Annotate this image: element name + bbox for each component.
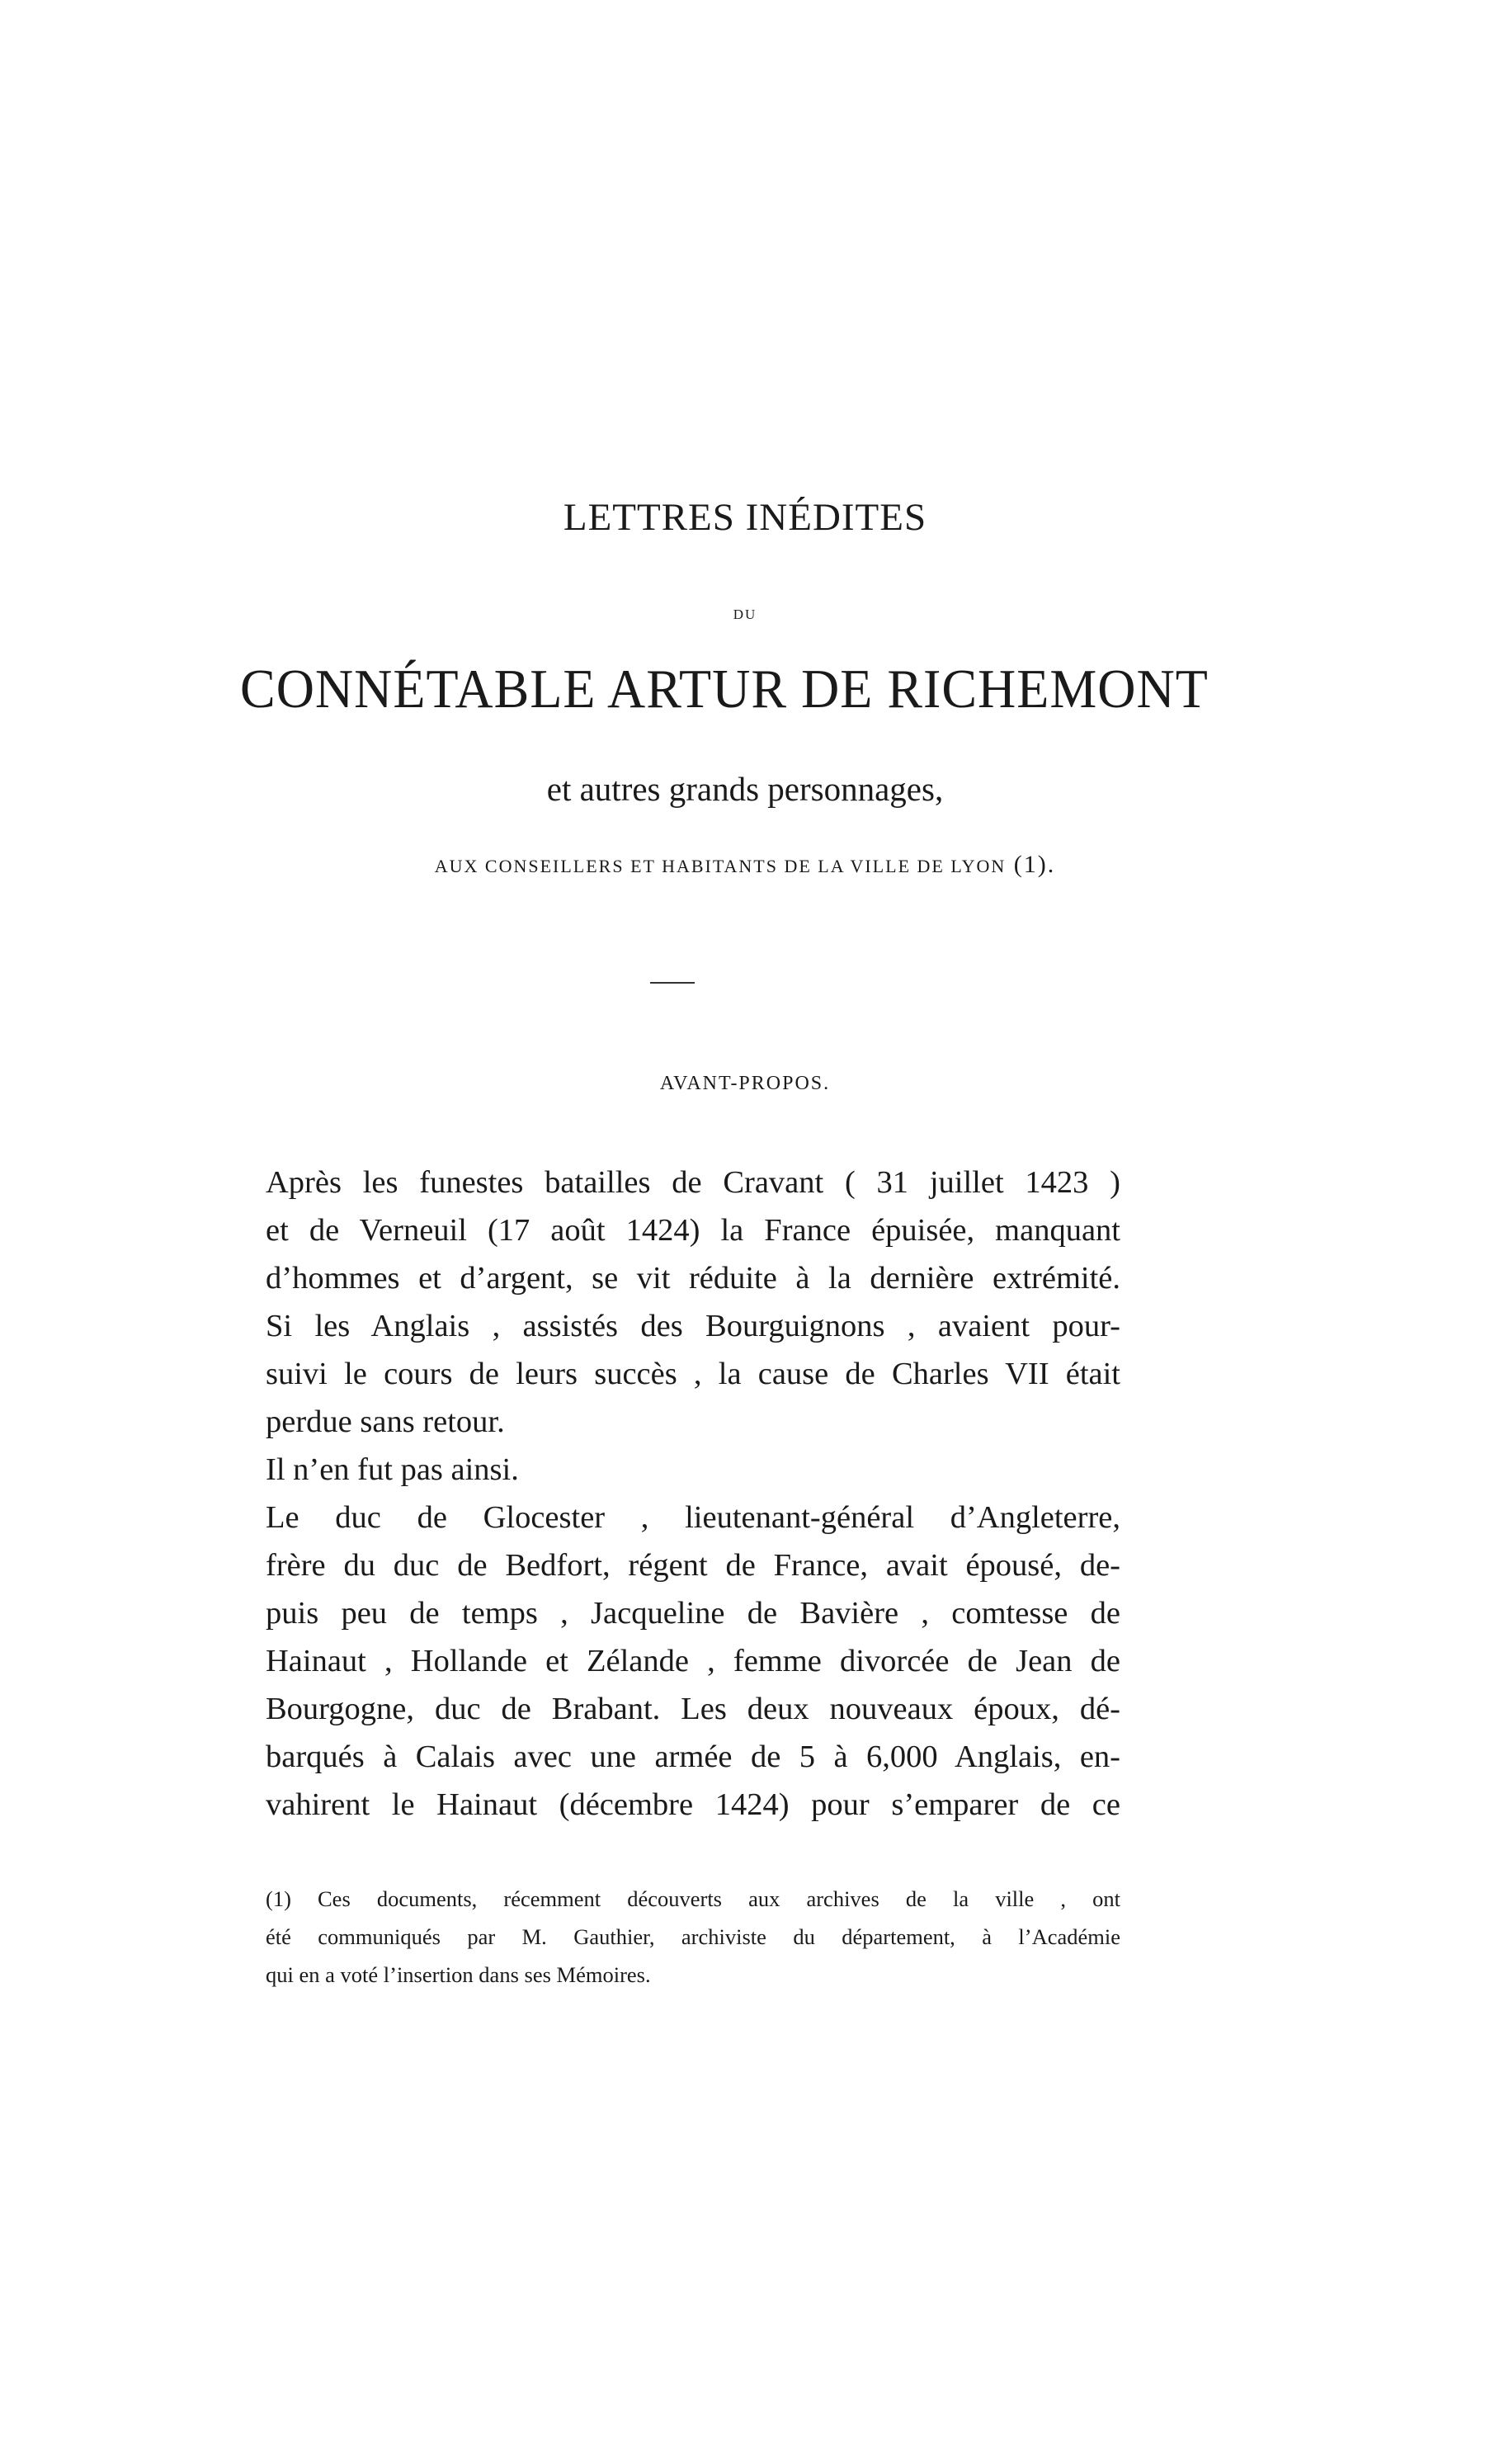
body-line: Après les funestes batailles de Cravant ( 31 juillet 1423 ) [266, 1165, 1120, 1200]
separator-rule [650, 982, 695, 984]
body-line: Si les Anglais , assistés des Bourguignons , avaient pour- [266, 1309, 1120, 1343]
body-line: Le duc de Glocester , lieutenant-général d’Angleterre, [266, 1500, 1120, 1535]
title-subtitle: et autres grands personnages, [546, 770, 944, 808]
body-line: Bourgogne, duc de Brabant. Les deux nouveaux époux, dé- [266, 1692, 1120, 1726]
title-addressees-text: AUX CONSEILLERS ET HABITANTS DE LA VILLE DE LYON [434, 856, 1007, 876]
footnote-line: été communiqués par M. Gauthier, archiviste du département, à l’Académie [266, 1924, 1120, 1949]
body-line: d’hommes et d’argent, se vit réduite à la dernière extrémité. [266, 1261, 1120, 1296]
footnote-line: (1) Ces documents, récemment découverts aux archives de la ville , ont [266, 1886, 1120, 1911]
footnote-line: qui en a voté l’insertion dans ses Mémoires. [266, 1962, 651, 1987]
title-lettres-inedites: LETTRES INÉDITES [563, 496, 927, 539]
body-line: frère du duc de Bedfort, régent de France, avait épousé, de- [266, 1548, 1120, 1583]
body-line: Il n’en fut pas ainsi. [266, 1452, 519, 1487]
section-heading: AVANT-PROPOS. [659, 1073, 831, 1094]
title-du: DU [733, 607, 757, 622]
footnote-marker: (1). [1013, 851, 1056, 878]
body-line: perdue sans retour. [266, 1404, 505, 1439]
body-line: Hainaut , Hollande et Zélande , femme divorcée de Jean de [266, 1644, 1120, 1678]
body-line: et de Verneuil (17 août 1424) la France épuisée, manquant [266, 1213, 1120, 1248]
body-line: puis peu de temps , Jacqueline de Bavière , comtesse de [266, 1596, 1120, 1631]
body-line: barqués à Calais avec une armée de 5 à 6,000 Anglais, en- [266, 1739, 1120, 1774]
title-addressees [0, 851, 1490, 879]
body-line: suivi le cours de leurs succès , la cause de Charles VII était [266, 1357, 1120, 1391]
page-title: CONNÉTABLE ARTUR DE RICHEMONT [240, 658, 1209, 720]
body-line: vahirent le Hainaut (décembre 1424) pour s’emparer de ce [266, 1787, 1120, 1822]
